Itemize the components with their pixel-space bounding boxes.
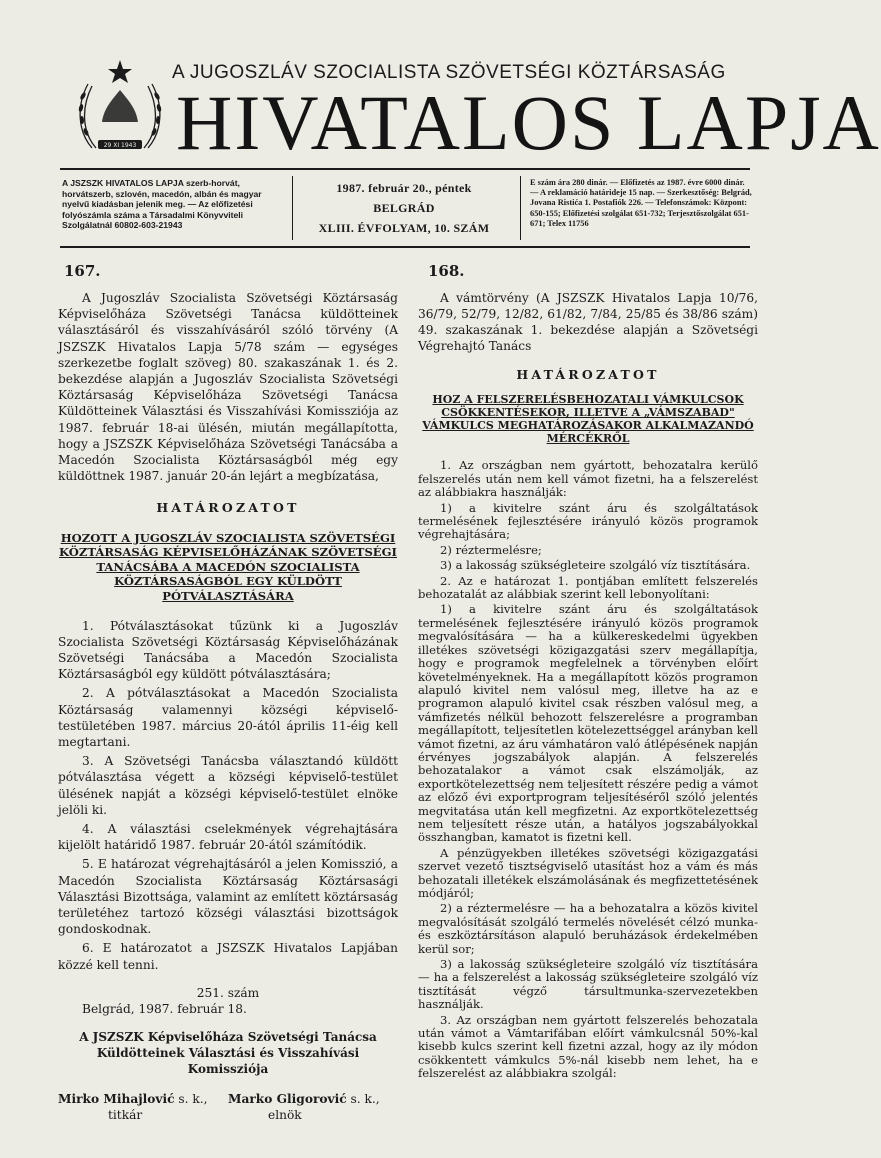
article-167 — [58, 262, 398, 1123]
paragraph: 1) a kivitelre szánt áru és szolgáltatások termelésének fejlesztésére irányuló közös programok végrehajtására; — [418, 500, 758, 542]
signer-suffix: s. k., — [174, 1091, 208, 1106]
paragraph: 1) a kivitelre szánt áru és szolgáltatások termelésének fejlesztésére irányuló közös programok megvalósítására — ha a külkereskedelmi ügyekben illetékes szövetségi közigazgatási szerv megállapítja, hogy e programok megfelelnek a törvényben előírt követelményeknek. Ha a megállapított közös programon alapuló kivitel nem valósul meg, illetve ha az e programon alapuló kivitel csak részben valósul meg, a vámfizetés nélkül behozott felszerelésre a programban megállapított, teljesítetlen kötelezettséggel arányban kell vámot fizetni, az áru vámhatáron való átlépésének napján érvényes jogszabályok alapján. A felszerelés behozatalakor a vámot csak elszámolják, az exportkötelezettség nem teljesített részére pedig a vámot az előző évi exportprogram teljesítéséről szóló jelentés megvitatása után kell megfizetni. Az exportkötelezettség nem teljesített része után, a hatályos jogszabályokkal összhangban, kamatot is fizetni kell. — [418, 602, 758, 845]
committee-name: A JSZSZK Képviselőháza Szövetségi Tanácsa Küldötteinek Választási és Visszahívási Komissziója — [79, 1029, 377, 1076]
state-emblem-icon — [72, 56, 168, 160]
place-date: Belgrád, 1987. február 18. — [82, 1001, 247, 1016]
paragraph: 4. A választási cselekmények végrehajtására kijelölt határidő 1987. február 20-ától számítódik. — [58, 822, 398, 853]
paragraph: 6. E határozatot a JSZSZK Hivatalos Lapjában közzé kell tenni. — [58, 941, 398, 972]
issue-info — [300, 178, 508, 238]
signer-role: elnök — [268, 1107, 302, 1122]
info-divider-left — [292, 176, 293, 240]
paragraph: 3) a lakosság szükségleteire szolgáló víz tisztítására — ha a felszerelést a lakosság szükségleteire szolgáló víz tisztítását végző társultmunka-szervezetekben használják. — [418, 957, 758, 1012]
decision-heading: HATÁROZATOT — [156, 500, 300, 516]
article-body — [58, 290, 398, 973]
masthead-rule-top — [60, 168, 750, 170]
paragraph: 2. A pótválasztásokat a Macedón Szocialista Köztársaság valamennyi községi képviselő-testületében 1987. március 20-ától április 11-éig kell megtartani. — [58, 686, 398, 750]
article-body — [418, 290, 758, 1081]
document-number: 251. szám — [196, 985, 260, 1000]
paragraph: 3. Az országban nem gyártott felszerelés behozatala után vámot a Vámtarifában előírt vámkulcsnál 50%-kal kisebb kulcs szerint kell fizetni azzal, hogy az ily módon csökkentett vámkulcs 5%-nál kisebb nem lehet, ha e felszerelést az alábbiakra szolgál: — [418, 1012, 758, 1081]
article-168 — [418, 262, 758, 1083]
paragraph: 1. Pótválasztásokat tűzünk ki a Jugoszláv Szocialista Szövetségi Köztársaság Képviselőházának Szövetségi Tanácsába a Macedón Szocialista Köztársaságból egy küldött pótválasztására; — [58, 618, 398, 682]
preamble: A Jugoszláv Szocialista Szövetségi Köztársaság Képviselőháza Szövetségi Tanácsa küldötteinek választásáról és visszahívásáról szóló törvény (A JSZSZK Hivatalos Lapja 5/78 szám — egységes szerkezetbe foglalt szöveg) 80. szakaszának 1. és 2. bekezdése alapján a Jugoszláv Szocialista Szövetségi Köztársaság Képviselőháza Szövetségi Tanácsa Küldötteinek Választási és Visszahívási Komissziója az 1987. február 18-ai ülésén, miután megállapította, hogy a JSZSZK Képviselőháza Szövetségi Tanácsába a Macedón Szocialista Köztársaságból még egy küldöttnek 1987. január 20-án lejárt a megbízatása, — [58, 291, 398, 484]
republic-name: A JUGOSZLÁV SZOCIALISTA SZÖVETSÉGI KÖZTÁRSASÁG — [172, 62, 726, 83]
paragraph: 1. Az országban nem gyártott, behozatalra kerülő felszerelés után nem kell vámot fizetni, ha a felszerelést az alábbiakra használják: — [418, 458, 758, 500]
paragraph: 2. Az e határozat 1. pontjában említett felszerelés behozatalát az alábbiak szerint kell lebonyolítani: — [418, 573, 758, 602]
paragraph: 2) réztermelésre; — [440, 542, 542, 557]
decision-subheading: HOZOTT A JUGOSZLÁV SZOCIALISTA SZÖVETSÉGI KÖZTÁRSASÁG KÉPVISELŐHÁZÁNAK SZÖVETSÉGI TANÁCSÁBA A MACEDÓN SZOCIALISTA KÖZTÁRSASÁGBÓL EGY KÜLDÖTT PÓTVÁLASZTÁSÁRA — [59, 530, 397, 604]
paragraph: 2) a réztermelésre — ha a behozatalra a közös kivitel megvalósítását szolgáló termelés növelését célzó munka- és eszköztársításon alapuló beruházások érdekelmében kerül sor; — [418, 901, 758, 956]
info-divider-right — [520, 176, 521, 240]
signer-name: Marko Gligorović — [228, 1091, 347, 1106]
signature-block — [58, 985, 398, 1123]
issue-city: BELGRÁD — [373, 201, 435, 215]
signer-suffix: s. k., — [346, 1091, 380, 1106]
gazette-title: HIVATALOS LAPJA — [176, 79, 881, 166]
masthead-rule-bottom — [60, 246, 750, 248]
issue-volume: XLIII. ÉVFOLYAM, 10. SZÁM — [318, 221, 490, 235]
article-number: 168. — [428, 262, 465, 280]
decision-subheading: HOZ A FELSZERELÉSBEHOZATALI VÁMKULCSOK CSÖKKENTÉSEKOR, ILLETVE A „VÁMSZABAD" VÁMKULCS MEGHATÁROZÁSAKOR ALKALMAZANDÓ MÉRCÉKRŐL — [422, 393, 754, 446]
price-info: E szám ára 280 dinár. — Előfizetés az 1987. évre 6000 dinár. — A reklamáció határideje 15 nap. — Szerkesztőség: Belgrád, Jovana Ristića 1. Postafiók 226. — Telefonszámok: Központ: 650-155; Előfizetési szolgálat 651-732; Terjesztőszolgálat 651-671; Telex 11756 — [530, 178, 752, 228]
paragraph: 3. A Szövetségi Tanácsba választandó küldött pótválasztása végett a községi képviselő-testület ülésének napját a községi képviselő-testület elnöke jelöli ki. — [58, 754, 398, 817]
emblem-date: 29 XI 1943 — [103, 142, 137, 149]
paragraph: 5. E határozat végrehajtásáról a jelen Komisszió, a Macedón Szocialista Köztársaság Köztársasági Választási Bizottsága, valamint az említett köztársaság területéhez tartozó községi választási bizottságok gondoskodnak. — [58, 857, 398, 937]
signers — [58, 1091, 398, 1123]
subscription-info: A JSZSZK HIVATALOS LAPJA szerb-horvát, horvátszerb, szlovén, macedón, albán és magyar nyelvű kiadásban jelenik meg. — Az előfizetési folyószámla száma a Társadalmi Könyvviteli Szolgálatnál 60802-603-21943 — [62, 178, 262, 231]
signer-secretary — [58, 1091, 228, 1123]
signer-role: titkár — [108, 1107, 143, 1122]
article-number: 167. — [64, 262, 101, 280]
signer-president — [228, 1091, 398, 1123]
preamble: A vámtörvény (A JSZSZK Hivatalos Lapja 10/76, 36/79, 52/79, 12/82, 61/82, 7/84, 25/85 és 38/86 szám) 49. szakaszának 1. bekezdése alapján a Szövetségi Végrehajtó Tanács — [418, 291, 758, 353]
issue-date: 1987. február 20., péntek — [336, 181, 472, 195]
signer-name: Mirko Mihajlović — [58, 1091, 175, 1106]
paragraph: A pénzügyekben illetékes szövetségi közigazgatási szervet vezető tisztségviselő utasítást hoz a vám és más behozatali illetékek elszámolásának és megfizettetésének módjáról; — [418, 845, 758, 900]
paragraph: 3) a lakosság szükségleteire szolgáló víz tisztítására. — [440, 558, 751, 573]
decision-heading: HATÁROZATOT — [516, 367, 660, 382]
